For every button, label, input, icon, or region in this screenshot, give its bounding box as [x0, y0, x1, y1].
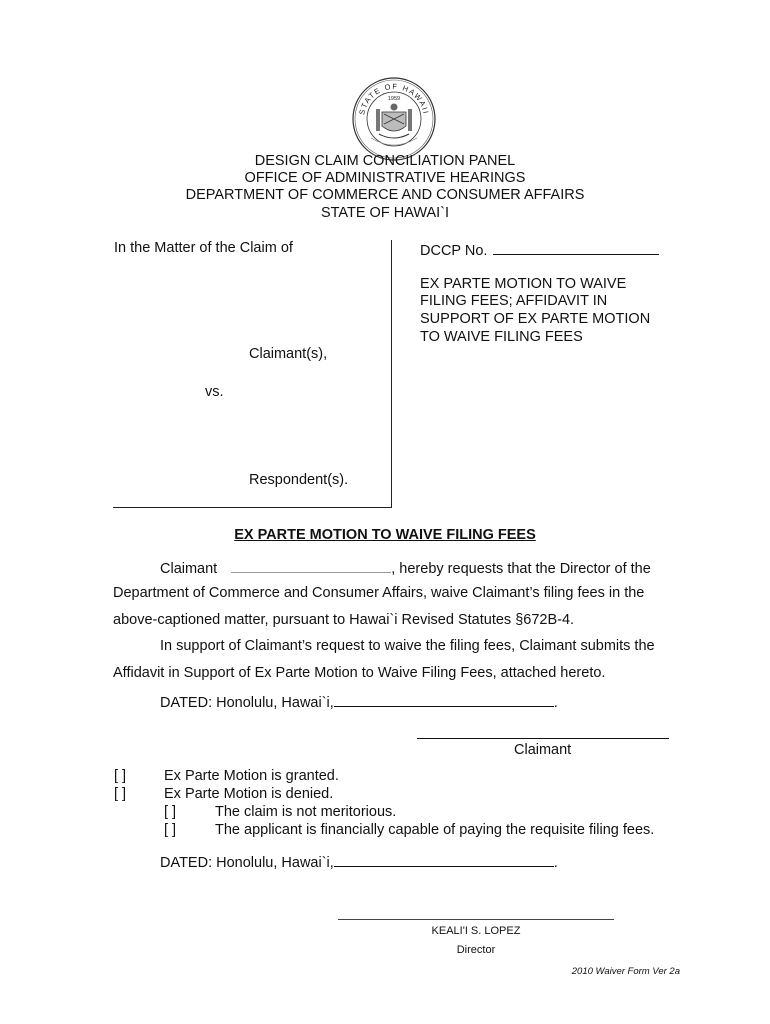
- denied-checkbox[interactable]: [ ]: [114, 786, 127, 802]
- reason-2-label: The applicant is financially capable of paying the requisite filing fees.: [215, 822, 655, 838]
- header-line-2: OFFICE OF ADMINISTRATIVE HEARINGS: [244, 170, 526, 186]
- director-name: KEALI'I S. LOPEZ: [431, 925, 521, 937]
- dated-label-2: DATED: Honolulu, Hawai`i,: [160, 855, 334, 871]
- motion-paragraph-1-line-2: Department of Commerce and Consumer Affairs, waive Claimant’s filing fees in the: [113, 585, 645, 601]
- dccp-number-blank[interactable]: [493, 240, 659, 255]
- claimant-signature-label: Claimant: [514, 742, 572, 758]
- granted-checkbox[interactable]: [ ]: [114, 768, 127, 784]
- reason-1-checkbox[interactable]: [ ]: [164, 804, 177, 820]
- in-matter-label: In the Matter of the Claim of: [114, 240, 293, 256]
- dated-blank-1[interactable]: [334, 692, 554, 707]
- motion-paragraph-1-line-3: above-captioned matter, pursuant to Hawai`i Revised Statutes §672B-4.: [113, 612, 575, 628]
- claimants-label: Claimant(s),: [249, 346, 328, 362]
- state-seal-icon: [351, 76, 437, 162]
- denied-label: Ex Parte Motion is denied.: [164, 786, 334, 802]
- motion-paragraph-1-line-1: [160, 558, 651, 577]
- director-title: Director: [456, 944, 496, 956]
- header-line-4: STATE OF HAWAI`I: [320, 205, 450, 221]
- motion-title: EX PARTE MOTION TO WAIVE FILING FEES: [234, 527, 536, 543]
- respondents-label: Respondent(s).: [249, 472, 349, 488]
- caption-vertical-divider: [391, 240, 392, 507]
- reason-2-checkbox[interactable]: [ ]: [164, 822, 177, 838]
- header-line-3: DEPARTMENT OF COMMERCE AND CONSUMER AFFAIRS: [185, 187, 585, 203]
- caption-horizontal-divider: [113, 507, 392, 508]
- dccp-label: DCCP No.: [420, 243, 488, 259]
- doc-title-line-1: EX PARTE MOTION TO WAIVE: [420, 276, 627, 292]
- granted-label: Ex Parte Motion is granted.: [164, 768, 339, 784]
- dccp-number-field[interactable]: [420, 240, 659, 259]
- motion-paragraph-2-line-2: Affidavit in Support of Ex Parte Motion to Waive Filing Fees, attached hereto.: [113, 665, 606, 681]
- dated-line-claimant: DATED: Honolulu, Hawai`i, .: [160, 692, 558, 711]
- reason-1-label: The claim is not meritorious.: [215, 804, 397, 820]
- svg-text:STATE OF HAWAII: STATE OF HAWAII: [357, 81, 431, 116]
- form-version: 2010 Waiver Form Ver 2a: [571, 966, 680, 977]
- claimant-name-blank[interactable]: [231, 558, 391, 573]
- dated-line-director: DATED: Honolulu, Hawai`i, .: [160, 852, 558, 871]
- dated-blank-2[interactable]: [334, 852, 554, 867]
- vs-label: vs.: [205, 384, 224, 400]
- claimant-signature-line[interactable]: [417, 738, 669, 739]
- motion-request-text: , hereby requests that the Director of the: [391, 561, 651, 577]
- svg-text:1959: 1959: [387, 96, 401, 102]
- doc-title-line-2: FILING FEES; AFFIDAVIT IN: [420, 293, 608, 309]
- motion-paragraph-2-line-1: In support of Claimant’s request to waive the filing fees, Claimant submits the: [160, 638, 655, 654]
- doc-title-line-4: TO WAIVE FILING FEES: [420, 329, 583, 345]
- dated-label-1: DATED: Honolulu, Hawai`i,: [160, 695, 334, 711]
- doc-title-line-3: SUPPORT OF EX PARTE MOTION: [420, 311, 651, 327]
- header-line-1: DESIGN CLAIM CONCILIATION PANEL: [254, 153, 516, 169]
- claimant-label: Claimant: [160, 561, 218, 577]
- director-signature-line[interactable]: [338, 919, 614, 920]
